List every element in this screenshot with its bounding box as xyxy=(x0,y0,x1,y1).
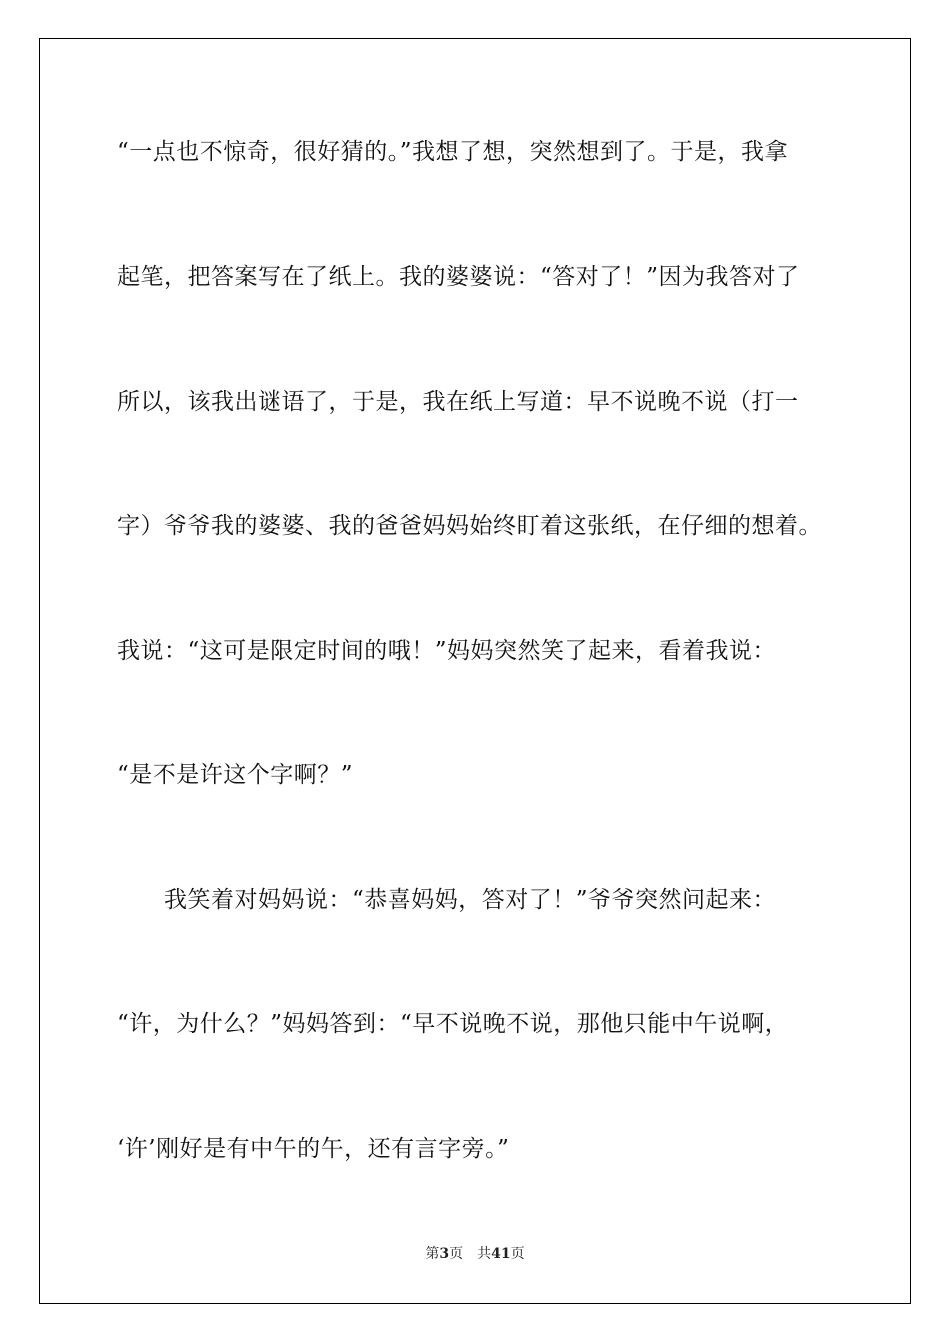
body-line-1: “一点也不惊奇，很好猜的。”我想了想，突然想到了。于是，我拿 xyxy=(117,139,789,165)
footer-total-pages: 41 xyxy=(491,1246,511,1262)
body-line-3: 所以，该我出谜语了，于是，我在纸上写道：早不说晚不说（打一 xyxy=(117,389,799,415)
footer-total-suffix: 页 xyxy=(510,1246,525,1262)
body-line-6: “是不是许这个字啊？” xyxy=(117,762,354,788)
body-line-2: 起笔，把答案写在了纸上。我的婆婆说：“答对了！”因为我答对了 xyxy=(117,264,800,290)
page-border xyxy=(39,38,911,1304)
footer-page-prefix: 第 xyxy=(425,1246,440,1262)
body-line-4: 字）爷爷我的婆婆、我的爸爸妈妈始终盯着这张纸，在仔细的想着。 xyxy=(117,513,822,539)
footer-page-number: 3 xyxy=(439,1246,450,1262)
footer-page-suffix: 页 共 xyxy=(449,1246,492,1262)
body-line-9: ‘许’刚好是有中午的午，还有言字旁。” xyxy=(117,1136,510,1162)
body-line-5: 我说：“这可是限定时间的哦！”妈妈突然笑了起来，看着我说： xyxy=(117,638,777,664)
body-line-7: 我笑着对妈妈说：“恭喜妈妈，答对了！”爷爷突然问起来： xyxy=(117,887,777,913)
body-line-8: “许，为什么？”妈妈答到：“早不说晚不说，那他只能中午说啊， xyxy=(117,1011,789,1037)
page-footer xyxy=(0,1243,950,1263)
